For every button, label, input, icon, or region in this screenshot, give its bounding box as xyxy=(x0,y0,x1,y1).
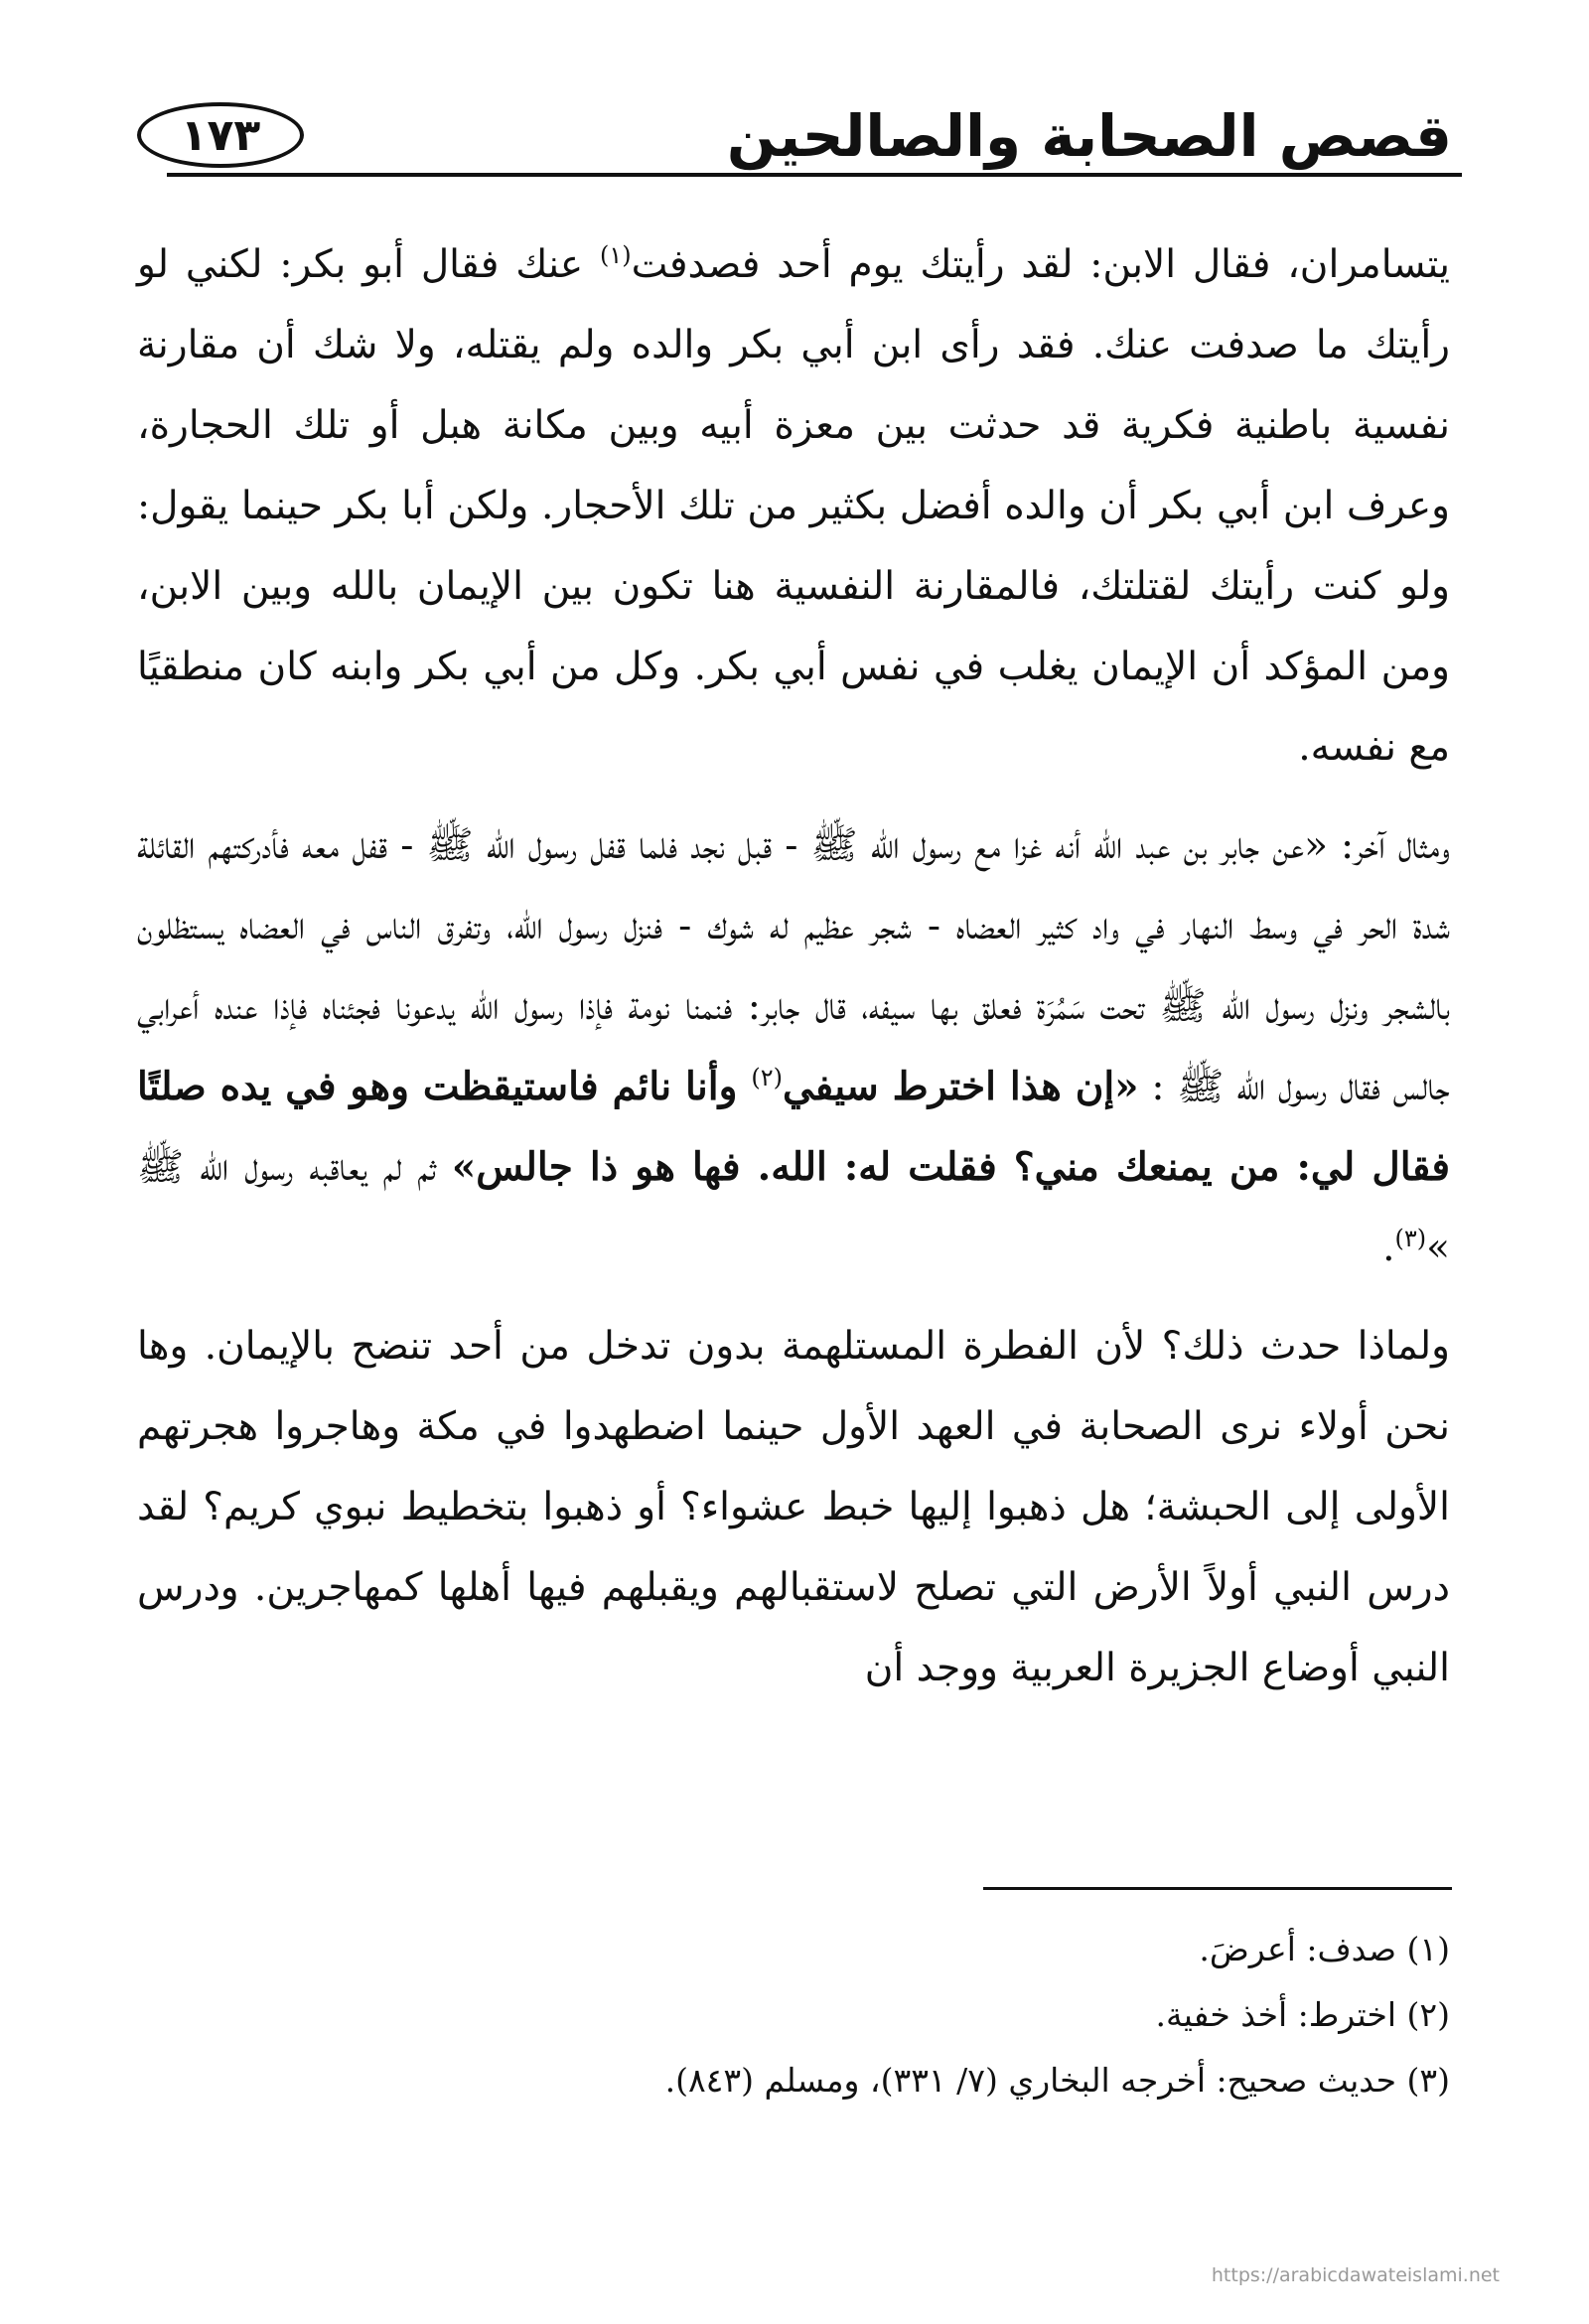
footnote-1: (١) صدف: أعرضَ. xyxy=(1199,1930,1450,1968)
footnote-ref-3: (٣) xyxy=(1394,1225,1427,1252)
paragraph-2-start: ومثال آخر: «عن جابر بن عبد الله أنه غزا مع رسول الله ﷺ - قبل نجد فلما قفل رسول الله ﷺ - قفل معه فأدركتهم القائلة شدة الحر في وسط النهار في واد كثير العضاه - شجر عظيم له شوك - فنزل رسول الله، وتفرق الناس في العضاه يستظلون بالشجر ونزل رسول الله ﷺ تحت سَمُرَة فعلق بها سيفه، قال جابر: فنمنا نومة فإذا رسول الله يدعونا فجئناه فإذا عنده أعرابي جالس فقال رسول الله ﷺ : xyxy=(137,823,1451,1109)
paragraph-2 xyxy=(137,805,1450,1288)
hadith-quote-a: «إن هذا اخترط سيفي xyxy=(783,1064,1139,1109)
footnote-2: (٢) اخترط: أخذ خفية. xyxy=(1155,1995,1450,2034)
paragraph-2-period: . xyxy=(1382,1226,1395,1270)
header-rule xyxy=(167,173,1462,177)
footnote-ref-1: (١) xyxy=(599,241,632,269)
page-number: ١٧٣ xyxy=(137,102,304,168)
page-header xyxy=(127,94,1462,174)
hadith-quote-b: وأنا نائم فاستيقظت وهو في يده صلتًا فقال لي: من يمنعك مني؟ فقلت له: الله. فها هو ذا جالس» xyxy=(137,1064,1450,1190)
footnote-3: (٣) حديث صحيح: أخرجه البخاري (٧/ ٣٣١)، ومسلم (٨٤٣). xyxy=(664,2061,1450,2100)
footnote-ref-2: (٢) xyxy=(751,1064,784,1091)
footnotes xyxy=(139,1917,1450,2113)
book-title: قصص الصحابة والصالحين xyxy=(726,102,1452,170)
paragraph-2-end: ثم لم يعاقبه رسول الله ﷺ » xyxy=(137,1145,1450,1270)
paragraph-1 xyxy=(137,224,1450,788)
watermark-url: https://arabicdawateislami.net xyxy=(1211,2264,1500,2286)
footnote-rule xyxy=(983,1887,1452,1890)
paragraph-1-start: يتسامران، فقال الابن: لقد رأيتك يوم أحد فصدفت xyxy=(631,242,1450,287)
body-text xyxy=(137,224,1450,1708)
paragraph-3: ولماذا حدث ذلك؟ لأن الفطرة المستلهمة بدون تدخل من أحد تنضح بالإيمان. وها نحن أولاء نرى الصحابة في العهد الأول حينما اضطهدوا في مكة وهاجروا هجرتهم الأولى إلى الحبشة؛ هل ذهبوا إليها خبط عشواء؟ أو ذهبوا بتخطيط نبوي كريم؟ لقد درس النبي أولاً الأرض التي تصلح لاستقبالهم ويقبلهم فيها أهلها كمهاجرين. ودرس النبي أوضاع الجزيرة العربية ووجد أن xyxy=(137,1324,1450,1690)
paragraph-1-rest: عنك فقال أبو بكر: لكني لو رأيتك ما صدفت عنك. فقد رأى ابن أبي بكر والده ولم يقتله، ولا شك أن مقارنة نفسية باطنية فكرية قد حدثت بين معزة أبيه وبين مكانة هبل أو تلك الحجارة، وعرف ابن أبي بكر أن والده أفضل بكثير من تلك الأحجار. ولكن أبا بكر حينما يقول: ولو كنت رأيتك لقتلتك، فالمقارنة النفسية هنا تكون بين الإيمان بالله وبين الابن، ومن المؤكد أن الإيمان يغلب في نفس أبي بكر. وكل من أبي بكر وابنه كان منطقيًا مع نفسه. xyxy=(137,242,1450,770)
